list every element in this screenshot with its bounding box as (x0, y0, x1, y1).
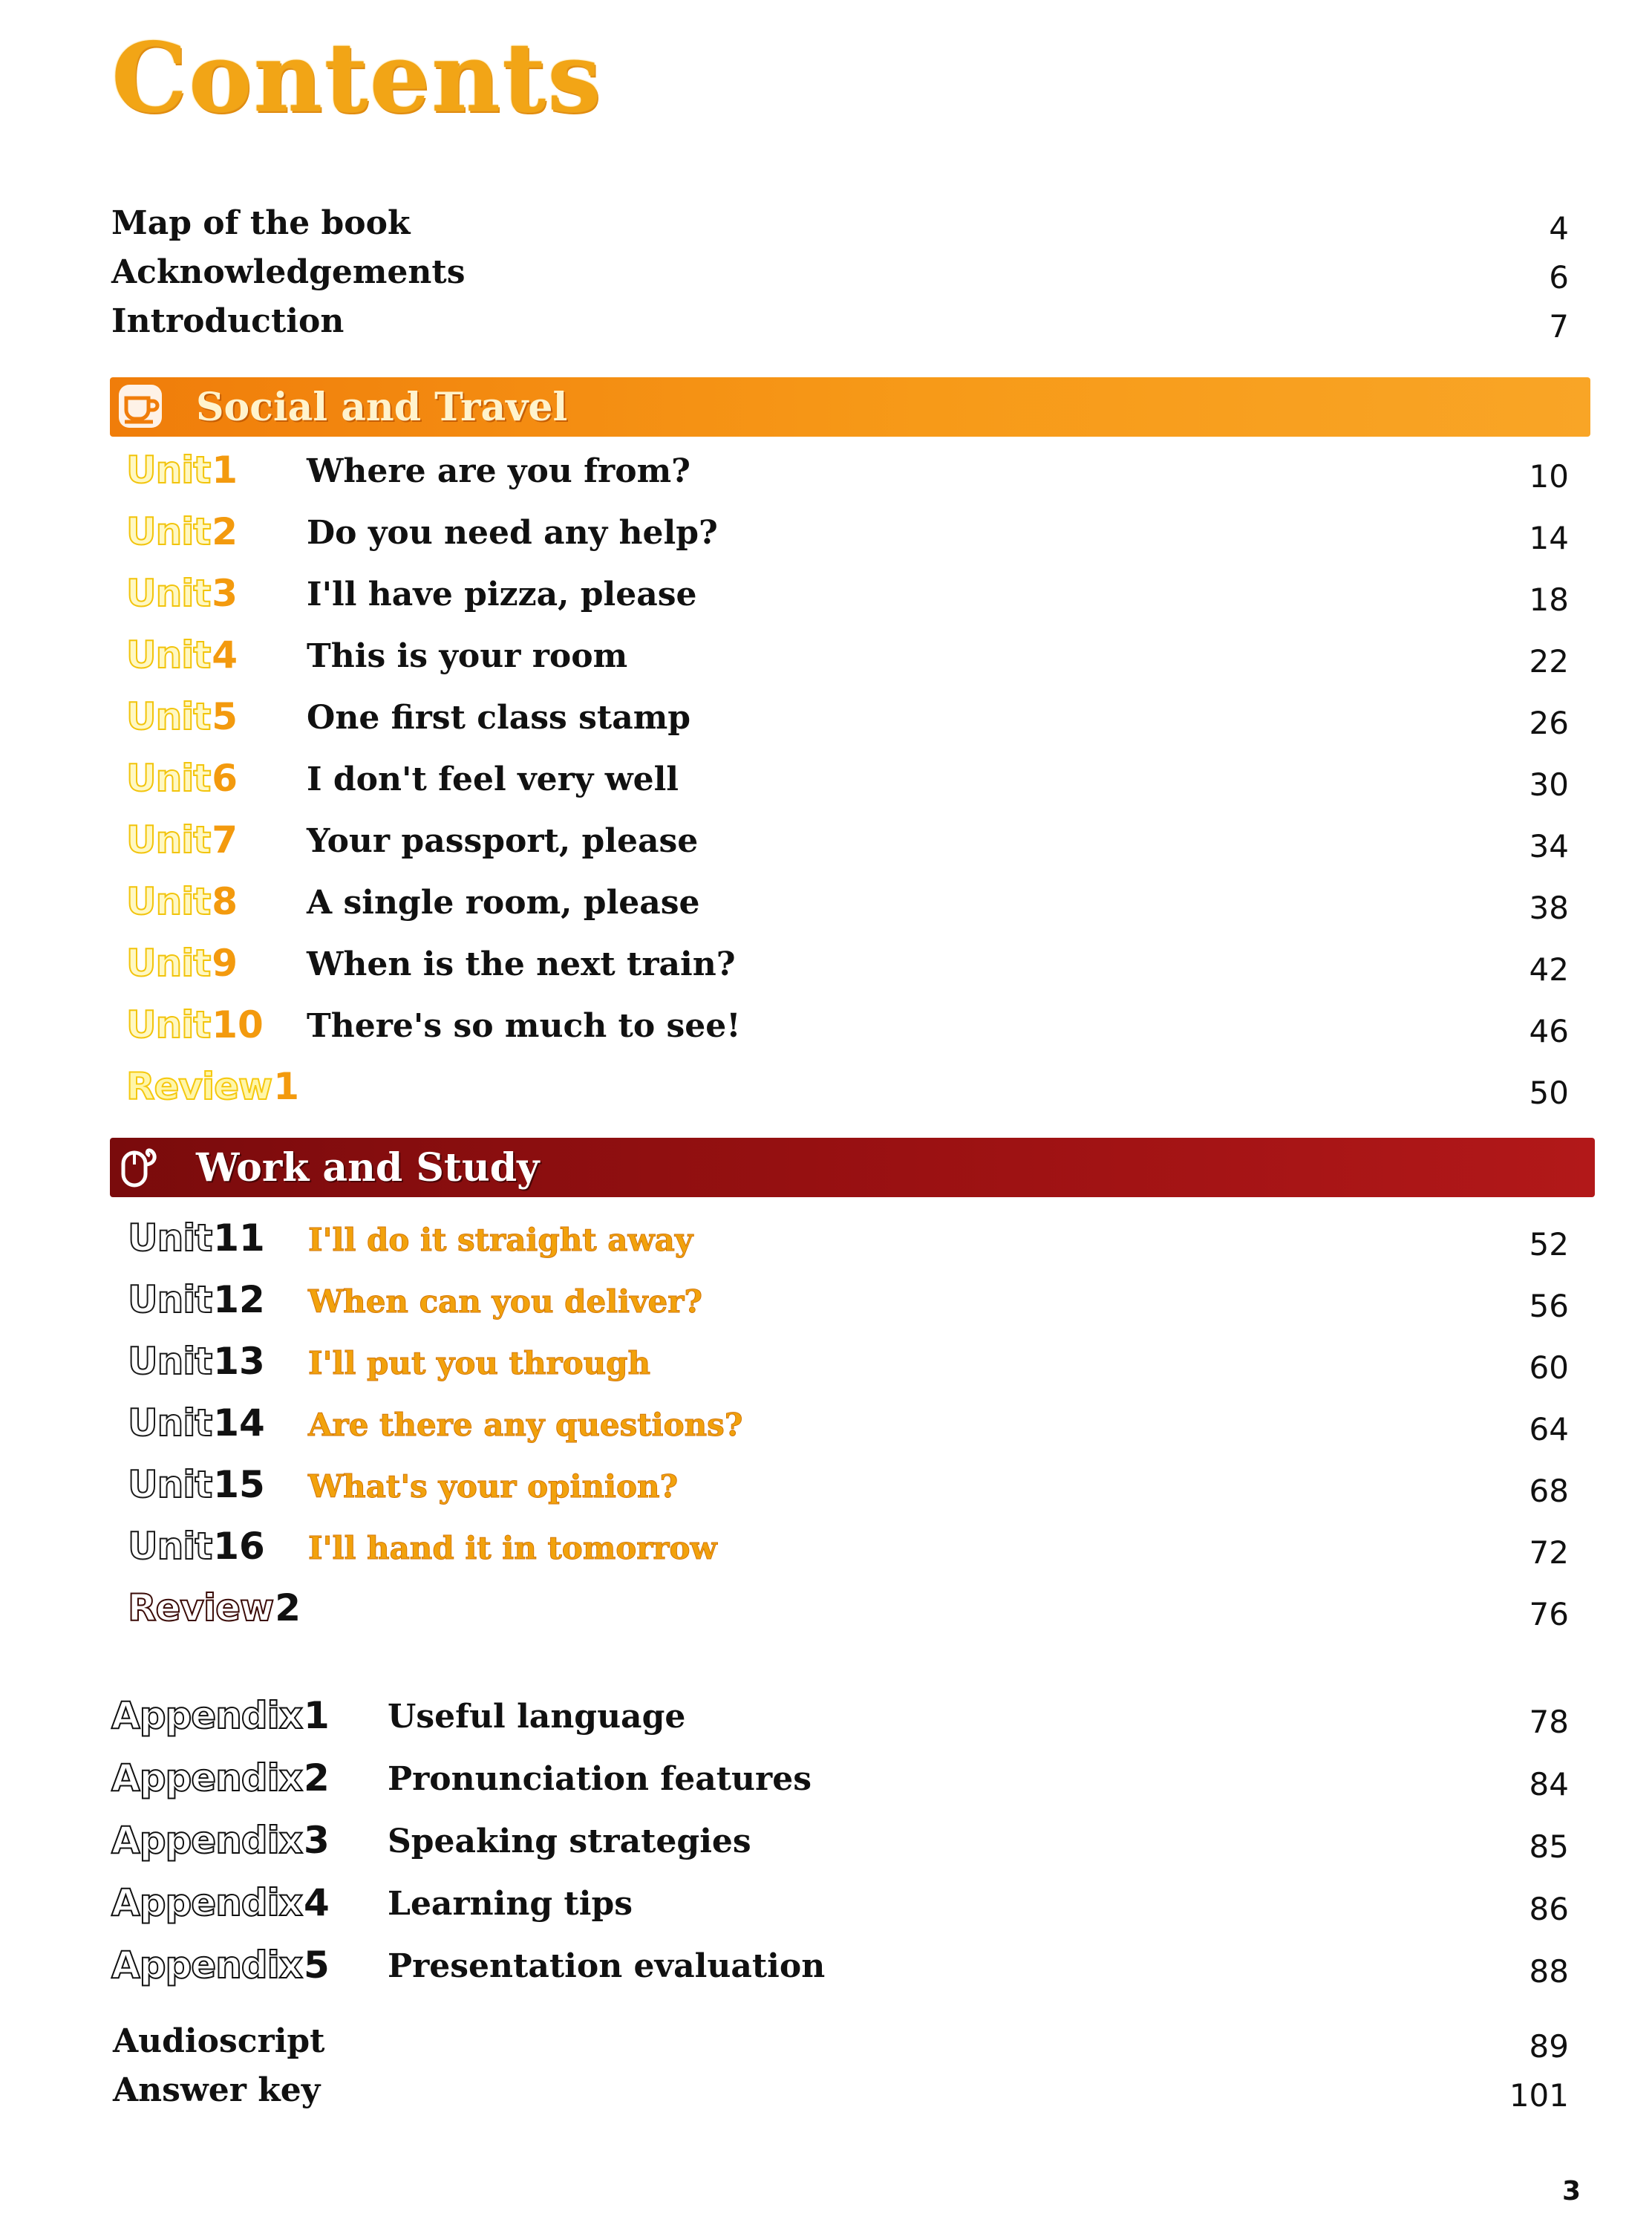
toc-page: 56 (1529, 1288, 1569, 1324)
toc-label: Pronunciation features (388, 1760, 812, 1798)
toc-label: I'll put you through (308, 1345, 651, 1381)
toc-page: 101 (1509, 2077, 1569, 2114)
section-header-work-and-study (110, 1138, 1595, 1197)
toc-label: Are there any questions? (308, 1407, 743, 1443)
toc-page: 64 (1529, 1411, 1569, 1447)
toc-row-unit-6[interactable] (0, 751, 1652, 803)
toc-row-map-of-the-book[interactable] (0, 195, 1652, 247)
toc-page: 52 (1529, 1226, 1569, 1263)
toc-label: There's so much to see! (307, 1007, 741, 1045)
toc-page: 7 (1549, 308, 1569, 345)
unit-label: Unit8 (126, 880, 238, 923)
unit-label: Unit12 (128, 1278, 265, 1321)
mouse-icon (116, 1142, 165, 1191)
toc-label: Answer key (113, 2071, 321, 2109)
section-title: Work and Study (196, 1145, 540, 1190)
toc-row-appendix-1[interactable] (0, 1688, 1652, 1740)
unit-label: Unit13 (128, 1340, 265, 1383)
toc-row-unit-13[interactable] (0, 1334, 1652, 1386)
toc-label: Audioscript (113, 2022, 325, 2060)
toc-row-unit-12[interactable] (0, 1272, 1652, 1324)
toc-label: Do you need any help? (307, 514, 718, 552)
toc-row-audioscript[interactable] (0, 2013, 1652, 2065)
toc-label: Where are you from? (307, 452, 690, 490)
page-title: Contents (111, 22, 603, 134)
toc-label: Useful language (388, 1698, 686, 1736)
toc-page: 72 (1529, 1534, 1569, 1571)
toc-row-acknowledgements[interactable] (0, 244, 1652, 296)
toc-label: This is your room (307, 637, 628, 675)
toc-row-review-2[interactable] (0, 1580, 1652, 1632)
toc-row-appendix-4[interactable] (0, 1875, 1652, 1927)
toc-page: 4 (1549, 210, 1569, 247)
toc-page: 34 (1529, 828, 1569, 864)
toc-row-appendix-2[interactable] (0, 1750, 1652, 1802)
toc-row-unit-1[interactable] (0, 443, 1652, 495)
unit-label: Unit11 (128, 1216, 265, 1260)
toc-label: When is the next train? (307, 945, 736, 983)
unit-label: Unit10 (126, 1003, 264, 1046)
appendix-label: Appendix5 (111, 1944, 330, 1987)
toc-label: I'll hand it in tomorrow (308, 1530, 717, 1566)
page-number: 3 (1561, 2176, 1581, 2206)
toc-page: 50 (1529, 1075, 1569, 1111)
coffee-cup-icon (116, 382, 165, 431)
toc-page: 14 (1529, 520, 1569, 556)
toc-row-appendix-3[interactable] (0, 1813, 1652, 1865)
toc-label: What's your opinion? (308, 1468, 679, 1505)
toc-label: Introduction (111, 302, 345, 340)
toc-page: 22 (1529, 643, 1569, 680)
toc-row-unit-5[interactable] (0, 689, 1652, 741)
unit-label: Unit9 (126, 942, 238, 985)
appendix-label: Appendix3 (111, 1819, 330, 1862)
toc-page: 42 (1529, 951, 1569, 988)
toc-row-unit-7[interactable] (0, 812, 1652, 864)
toc-row-unit-2[interactable] (0, 504, 1652, 556)
toc-row-unit-8[interactable] (0, 874, 1652, 926)
toc-page: 88 (1529, 1953, 1569, 1990)
toc-page: 78 (1529, 1704, 1569, 1740)
toc-row-unit-14[interactable] (0, 1395, 1652, 1447)
toc-page: 10 (1529, 458, 1569, 495)
toc-page: 76 (1529, 1596, 1569, 1632)
unit-label: Unit15 (128, 1463, 265, 1506)
unit-label: Unit2 (126, 510, 238, 553)
toc-label: Learning tips (388, 1885, 633, 1923)
toc-label: One first class stamp (307, 699, 691, 737)
appendix-label: Appendix1 (111, 1694, 330, 1737)
toc-label: A single room, please (307, 884, 700, 922)
toc-label: I don't feel very well (307, 760, 679, 798)
toc-label: When can you deliver? (308, 1283, 702, 1320)
toc-label: Map of the book (111, 204, 411, 242)
toc-page: 85 (1529, 1828, 1569, 1865)
toc-row-unit-10[interactable] (0, 997, 1652, 1049)
toc-page: 18 (1529, 582, 1569, 618)
toc-row-unit-11[interactable] (0, 1211, 1652, 1263)
review-label: Review2 (128, 1586, 301, 1629)
toc-label: Your passport, please (307, 822, 699, 860)
toc-page: 6 (1549, 259, 1569, 296)
unit-label: Unit7 (126, 818, 238, 861)
unit-label: Unit14 (128, 1401, 265, 1444)
review-label: Review1 (126, 1065, 300, 1108)
unit-label: Unit16 (128, 1525, 265, 1568)
toc-page: 46 (1529, 1013, 1569, 1049)
toc-label: Presentation evaluation (388, 1947, 826, 1985)
toc-row-unit-3[interactable] (0, 566, 1652, 618)
section-title: Social and Travel (196, 385, 568, 430)
toc-row-review-1[interactable] (0, 1059, 1652, 1111)
appendix-label: Appendix4 (111, 1881, 330, 1924)
unit-label: Unit1 (126, 449, 238, 492)
toc-row-introduction[interactable] (0, 293, 1652, 345)
unit-label: Unit5 (126, 695, 238, 738)
unit-label: Unit3 (126, 572, 238, 615)
toc-page: 84 (1529, 1766, 1569, 1802)
section-header-social-and-travel (110, 377, 1590, 437)
toc-label: Acknowledgements (111, 253, 466, 291)
toc-page: 89 (1529, 2028, 1569, 2065)
toc-label: I'll do it straight away (308, 1222, 693, 1258)
toc-page: 30 (1529, 766, 1569, 803)
toc-page: 60 (1529, 1349, 1569, 1386)
toc-page: 38 (1529, 890, 1569, 926)
toc-page: 68 (1529, 1473, 1569, 1509)
toc-row-unit-4[interactable] (0, 628, 1652, 680)
unit-label: Unit4 (126, 633, 238, 677)
toc-row-unit-15[interactable] (0, 1457, 1652, 1509)
toc-row-unit-9[interactable] (0, 936, 1652, 988)
unit-label: Unit6 (126, 757, 238, 800)
toc-row-appendix-5[interactable] (0, 1938, 1652, 1990)
toc-row-answer-key[interactable] (0, 2062, 1652, 2114)
toc-label: I'll have pizza, please (307, 576, 697, 613)
toc-page: 86 (1529, 1891, 1569, 1927)
appendix-label: Appendix2 (111, 1756, 330, 1799)
toc-row-unit-16[interactable] (0, 1519, 1652, 1571)
toc-page: 26 (1529, 705, 1569, 741)
toc-label: Speaking strategies (388, 1823, 751, 1860)
